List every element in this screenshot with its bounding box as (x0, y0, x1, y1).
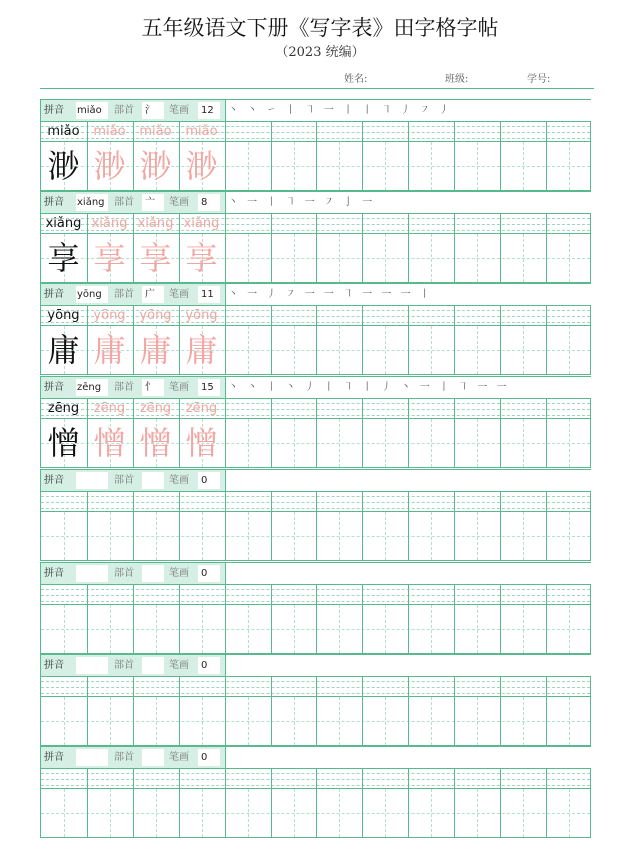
character-info-row (41, 284, 590, 306)
character-section (40, 654, 591, 746)
strokes-value: 0 (201, 475, 208, 486)
strokes-label: 笔画 (169, 197, 189, 208)
pinyin-label: 拼音 (44, 289, 64, 300)
pinyin-value-box (76, 657, 108, 674)
radical-label: 部首 (114, 475, 134, 486)
stroke-order: 丶 一 丿 ㇇ 一 一 ㇕ 一 一 一 丨 (228, 289, 433, 300)
pinyin-value: miǎo (77, 105, 102, 116)
character-section (40, 562, 591, 654)
strokes-value: 8 (201, 197, 208, 208)
radical-value: 忄 (145, 382, 155, 393)
character-trace: 庸 (185, 331, 218, 369)
pinyin-model: zēng (47, 401, 80, 416)
pinyin-trace: zēng (93, 401, 126, 416)
character-section (40, 746, 591, 838)
pinyin-trace: xiǎng (91, 216, 128, 231)
pinyin-trace: zēng (185, 401, 218, 416)
pinyin-trace: miǎo (139, 124, 172, 139)
strokes-value: 12 (201, 105, 214, 116)
character-info-row (41, 470, 590, 492)
stroke-order-area (225, 563, 591, 584)
strokes-label: 笔画 (169, 475, 189, 486)
character-info-row (41, 100, 590, 122)
radical-label: 部首 (114, 568, 134, 579)
strokes-label: 笔画 (169, 752, 189, 763)
radical-label: 部首 (114, 660, 134, 671)
pinyin-trace: miǎo (93, 124, 126, 139)
stroke-order-area (225, 747, 591, 768)
stroke-order: 丶 一 丨 ㇕ 一 ㇇ 亅 一 (228, 197, 376, 208)
character-trace: 享 (93, 239, 126, 277)
pinyin-label: 拼音 (44, 752, 64, 763)
pinyin-model: xiǎng (45, 216, 82, 231)
character-section (40, 469, 591, 561)
pinyin-model: yōng (47, 308, 80, 323)
name-field-label: 姓名: (344, 74, 368, 85)
radical-value-box (142, 472, 164, 489)
pinyin-trace: xiǎng (183, 216, 220, 231)
radical-value: 广 (145, 289, 155, 300)
page-title: 五年级语文下册《写字表》田字格字帖 (141, 16, 499, 40)
strokes-value: 11 (201, 289, 214, 300)
character-info-row (41, 655, 590, 677)
character-trace: 渺 (139, 147, 172, 185)
tianzige-row (41, 605, 590, 653)
character-info-row (41, 747, 590, 769)
stroke-order-area (225, 655, 591, 676)
pinyin-label: 拼音 (44, 105, 64, 116)
character-trace: 憎 (93, 424, 126, 462)
radical-label: 部首 (114, 105, 134, 116)
character-section (40, 99, 591, 191)
pinyin-value: xiǎng (77, 197, 105, 208)
character-trace: 庸 (139, 331, 172, 369)
pinyin-label: 拼音 (44, 382, 64, 393)
character-trace: 庸 (93, 331, 126, 369)
strokes-value: 0 (201, 660, 208, 671)
character-model: 憎 (47, 424, 80, 462)
pinyin-value-box (76, 749, 108, 766)
strokes-value: 0 (201, 752, 208, 763)
pinyin-trace: yōng (139, 308, 172, 323)
tianzige-row (41, 697, 590, 745)
pinyin-label: 拼音 (44, 197, 64, 208)
pinyin-trace: miǎo (185, 124, 218, 139)
pinyin-value-box (76, 565, 108, 582)
character-trace: 渺 (93, 147, 126, 185)
pinyin-value: zēng (77, 382, 102, 393)
character-trace: 渺 (185, 147, 218, 185)
pinyin-label: 拼音 (44, 660, 64, 671)
character-model: 渺 (47, 147, 80, 185)
radical-label: 部首 (114, 197, 134, 208)
strokes-label: 笔画 (169, 105, 189, 116)
page-subtitle: （2023 统编） (275, 45, 365, 60)
strokes-value: 15 (201, 382, 214, 393)
character-trace: 憎 (139, 424, 172, 462)
radical-label: 部首 (114, 382, 134, 393)
pinyin-trace: zēng (139, 401, 172, 416)
tianzige-row (41, 789, 590, 837)
strokes-label: 笔画 (169, 568, 189, 579)
radical-value: 亠 (145, 197, 155, 208)
character-trace: 享 (185, 239, 218, 277)
character-model: 享 (47, 239, 80, 277)
character-section (40, 376, 591, 468)
character-trace: 憎 (185, 424, 218, 462)
character-info-row (41, 192, 590, 214)
tianzige-row (41, 512, 590, 560)
pinyin-value: yōng (77, 289, 102, 300)
pinyin-label: 拼音 (44, 475, 64, 486)
stroke-order-area (225, 470, 591, 491)
radical-label: 部首 (114, 752, 134, 763)
radical-value: 氵 (145, 105, 155, 116)
header-divider (40, 88, 594, 89)
pinyin-trace: yōng (185, 308, 218, 323)
radical-value-box (142, 749, 164, 766)
student-id-field-label: 学号: (527, 74, 551, 85)
stroke-order: 丶 丶 丨 丶 丿 丨 ㇕ 丨 丿 丶 一 丨 ㇕ 一 一 (228, 382, 510, 393)
pinyin-model: miǎo (47, 124, 80, 139)
character-section (40, 191, 591, 283)
strokes-label: 笔画 (169, 289, 189, 300)
character-trace: 享 (139, 239, 172, 277)
character-model: 庸 (47, 331, 80, 369)
radical-value-box (142, 657, 164, 674)
stroke-order: 丶 丶 ㇀ 丨 ㇕ 一 丨 丨 ㇕ 丿 ㇇ 丿 (228, 105, 452, 116)
character-info-row (41, 377, 590, 399)
pinyin-trace: xiǎng (137, 216, 174, 231)
class-field-label: 班级: (445, 74, 469, 85)
radical-label: 部首 (114, 289, 134, 300)
strokes-value: 0 (201, 568, 208, 579)
strokes-label: 笔画 (169, 382, 189, 393)
radical-value-box (142, 565, 164, 582)
character-info-row (41, 563, 590, 585)
character-section (40, 283, 591, 375)
pinyin-label: 拼音 (44, 568, 64, 579)
pinyin-trace: yōng (93, 308, 126, 323)
pinyin-value-box (76, 472, 108, 489)
strokes-label: 笔画 (169, 660, 189, 671)
